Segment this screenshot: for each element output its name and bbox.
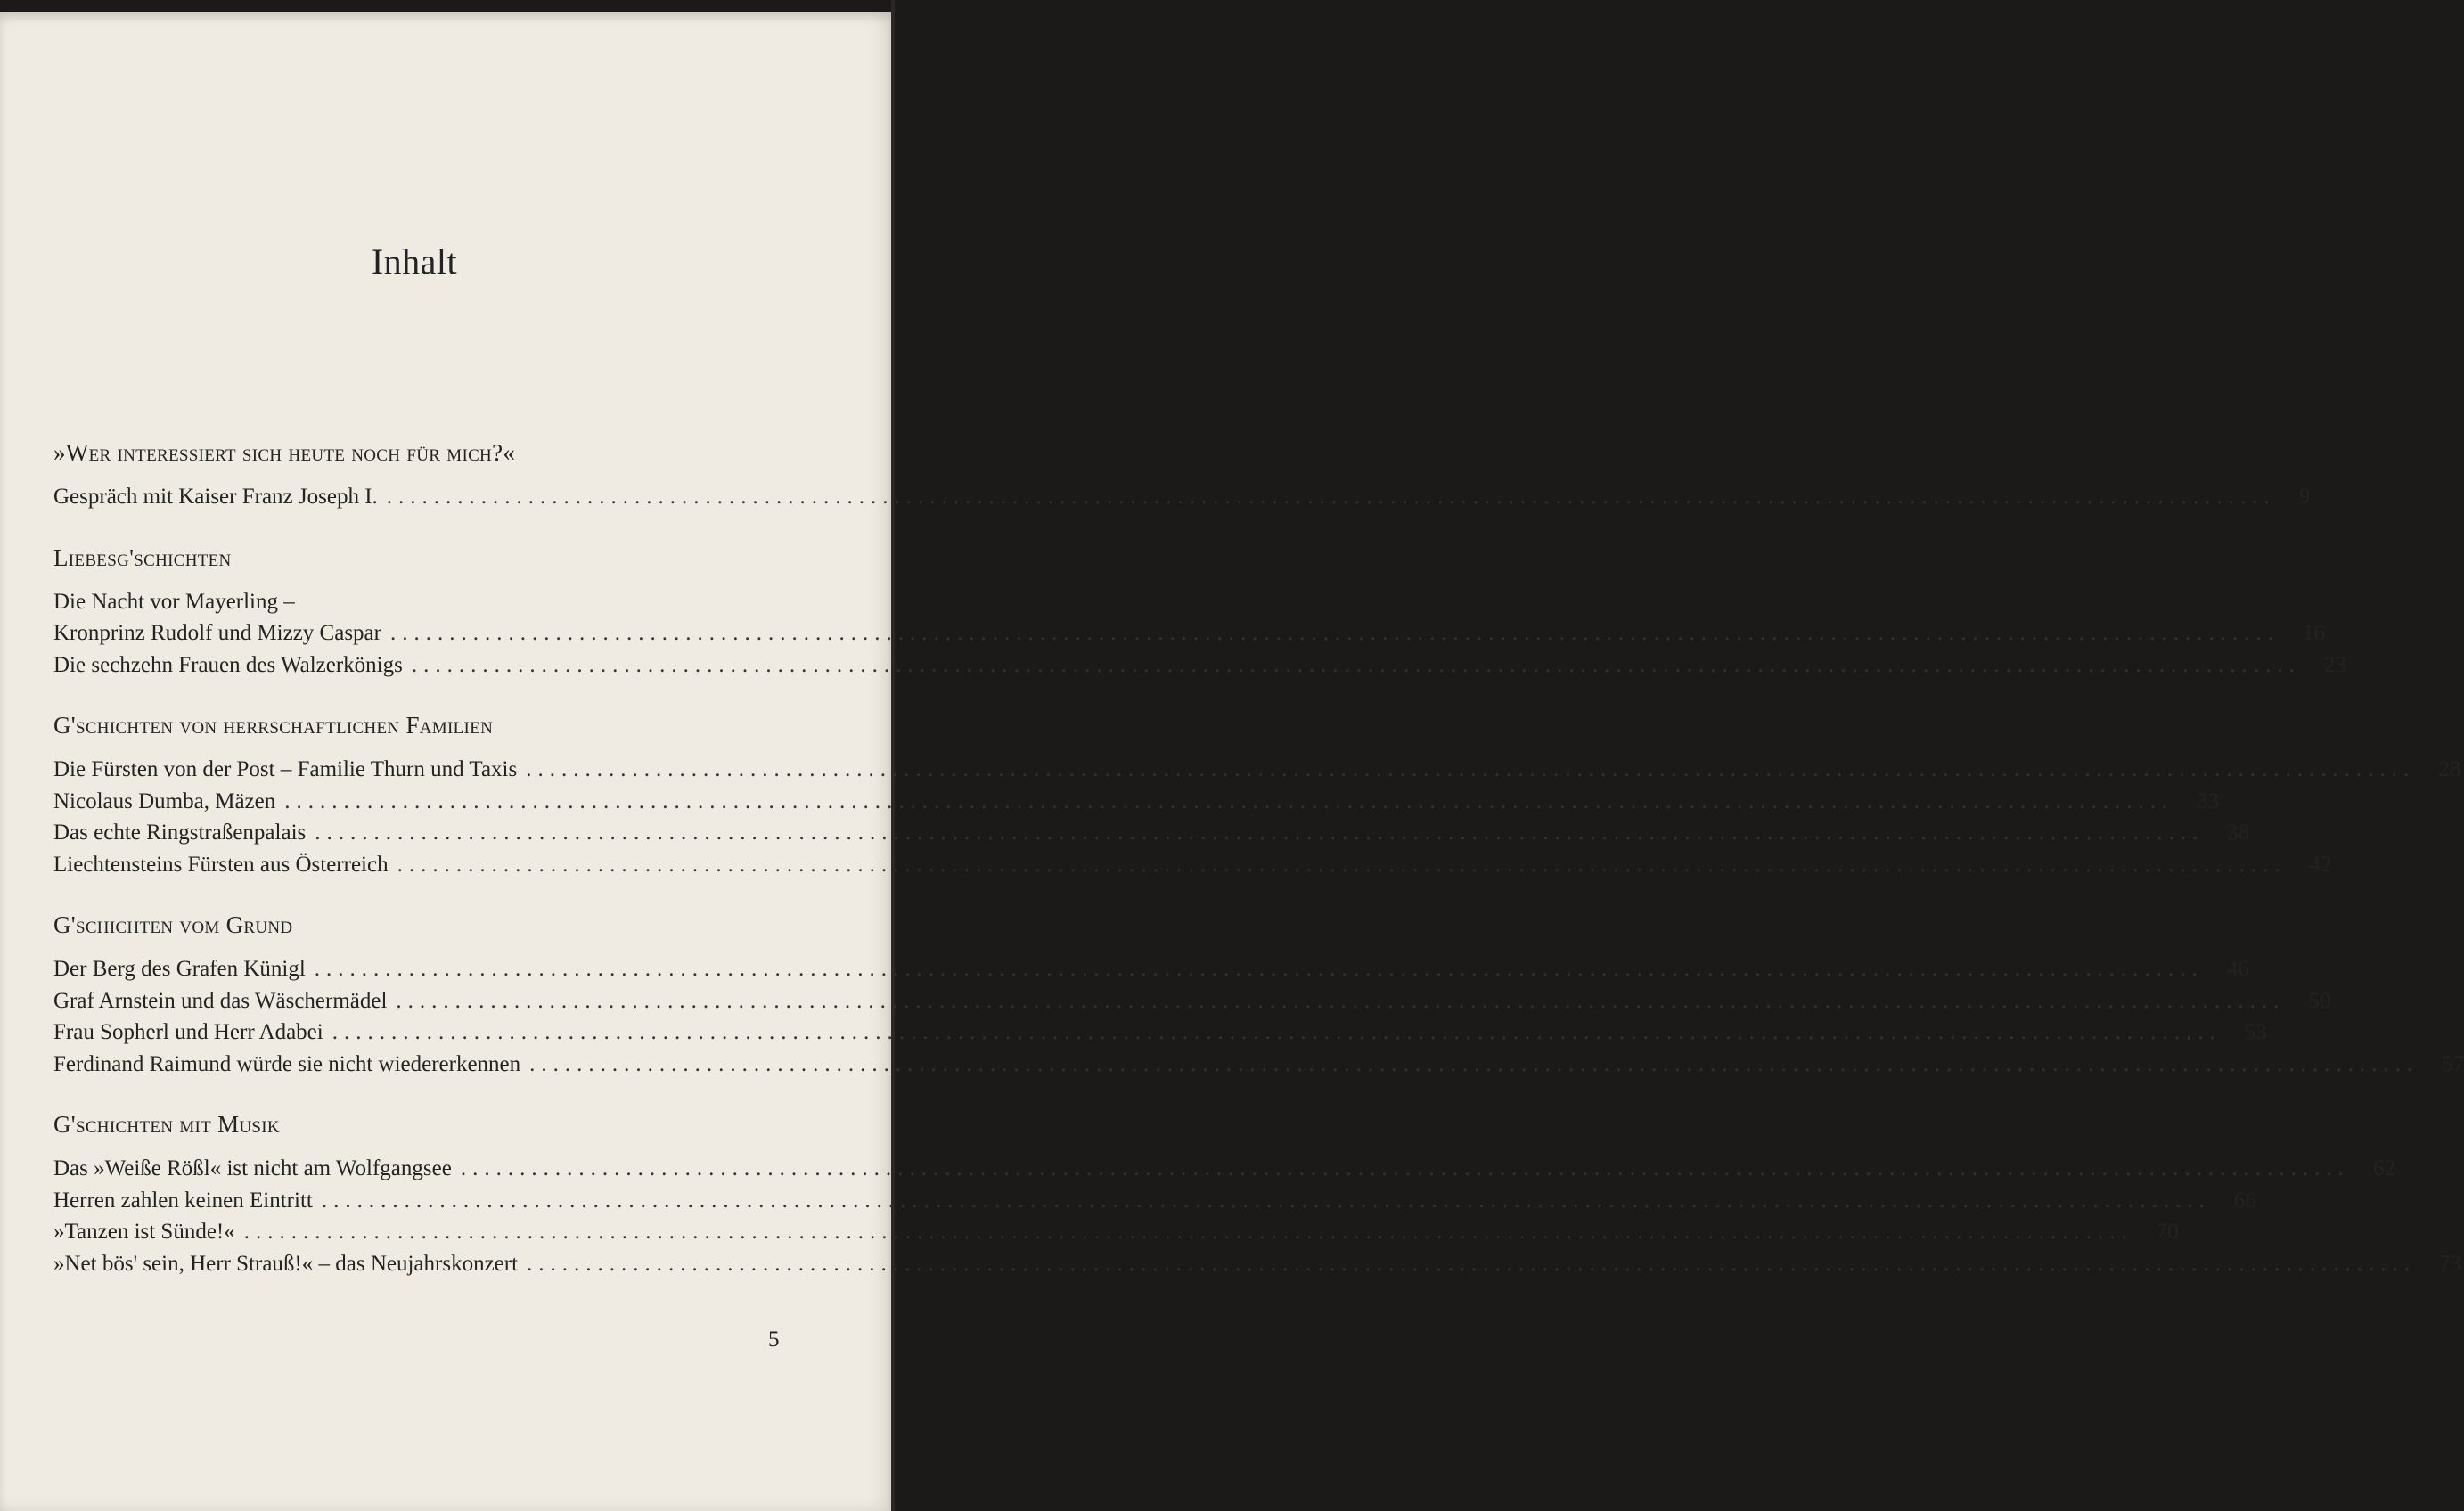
entry-title: Graf Arnstein und das Wäschermädel (53, 988, 388, 1013)
entry-title: »Net bös' sein, Herr Strauß!« – das Neujahrskonzert (53, 1251, 519, 1276)
toc-entry (53, 586, 777, 618)
section-heading: G'schichten vom Grund (53, 911, 293, 938)
entry-title: Gespräch mit Kaiser Franz Joseph I. (53, 485, 378, 509)
section-heading: G'schichten von herrschaftlichen Familien (53, 712, 494, 739)
entry-title: Herren zahlen keinen Eintritt (53, 1188, 313, 1213)
entry-page: 9 (2298, 485, 2311, 509)
entry-page: 23 (2323, 652, 2346, 677)
section-heading: Liebesg'schichten (53, 543, 232, 571)
entry-page: 28 (2438, 757, 2461, 781)
dot-leader: ................................................................................................................................................................ (396, 988, 2286, 1013)
entry-title: Die Fürsten von der Post – Familie Thurn und Taxis (53, 757, 518, 781)
toc-entry (53, 1216, 2179, 1248)
toc-entry (53, 817, 2250, 849)
toc-entry (53, 481, 2311, 513)
entry-page: 42 (2309, 852, 2332, 877)
toc-section (53, 709, 2461, 880)
toc-section (53, 437, 2311, 513)
entry-title: Kronprinz Rudolf und Mizzy Caspar (53, 621, 381, 645)
entry-title: »Tanzen ist Sünde!« (53, 1220, 235, 1244)
toc-entry (53, 849, 2332, 881)
entry-title: Der Berg des Grafen Künigl (53, 957, 306, 981)
entry-title: Frau Sopherl und Herr Adabei (53, 1020, 323, 1044)
toc-entry (53, 649, 2346, 682)
toc-section (53, 909, 2464, 1080)
entry-page: 57 (2442, 1051, 2464, 1076)
dot-leader: ................................................................................................................................................................ (389, 621, 2280, 645)
toc-section (53, 542, 2346, 682)
dot-leader: ................................................................................................................................................................ (243, 1220, 2133, 1244)
page-title: Inhalt (371, 241, 458, 282)
entry-page: 62 (2372, 1156, 2395, 1180)
entry-title: Liechtensteins Fürsten aus Österreich (53, 852, 389, 877)
entry-page: 66 (2233, 1188, 2256, 1213)
toc-section (53, 1108, 2462, 1279)
entry-title: Die Nacht vor Mayerling – (53, 589, 295, 614)
dot-leader: ................................................................................................................................................................ (315, 821, 2205, 845)
dot-leader: ................................................................................................................................................................ (526, 757, 2416, 781)
section-heading: G'schichten mit Musik (53, 1111, 280, 1138)
toc-entry (53, 985, 2331, 1017)
toc-entry (53, 1185, 2256, 1217)
table-of-contents (53, 437, 2464, 1308)
entry-page: 16 (2302, 621, 2325, 645)
toc-entry (53, 754, 2461, 786)
toc-entry (53, 953, 2249, 985)
dot-leader: ................................................................................................................................................................ (411, 652, 2301, 677)
entry-page: 70 (2156, 1220, 2179, 1244)
toc-entry (53, 1017, 2267, 1049)
entry-title: Das echte Ringstraßenpalais (53, 821, 307, 845)
dot-leader: ................................................................................................................................................................ (332, 1020, 2222, 1044)
entry-page: 53 (2244, 1020, 2267, 1044)
page-number: 5 (768, 1327, 780, 1352)
entry-page: 33 (2197, 788, 2220, 813)
toc-entry (53, 1248, 2462, 1280)
entry-title: Die sechzehn Frauen des Walzerkönigs (53, 652, 403, 677)
dot-leader: ................................................................................................................................................................ (527, 1251, 2417, 1276)
section-heading: »Wer interessiert sich heute noch für mich?« (53, 439, 516, 466)
entry-title: Nicolaus Dumba, Mäzen (53, 788, 276, 813)
entry-title: Das »Weiße Rößl« ist nicht am Wolfgangsee (53, 1156, 452, 1180)
dot-leader: ................................................................................................................................................................ (529, 1051, 2419, 1076)
entry-title: Ferdinand Raimund würde sie nicht wiedererkennen (53, 1051, 521, 1076)
dot-leader: ................................................................................................................................................................ (321, 1188, 2211, 1213)
dot-leader: ................................................................................................................................................................ (460, 1156, 2350, 1180)
dot-leader: ................................................................................................................................................................ (386, 485, 2276, 509)
entry-page: 50 (2308, 988, 2331, 1013)
dot-leader: ................................................................................................................................................................ (314, 957, 2204, 981)
entry-page: 46 (2226, 957, 2249, 981)
toc-entry (53, 786, 2220, 818)
dot-leader: ................................................................................................................................................................ (284, 788, 2174, 813)
entry-page: 38 (2227, 821, 2250, 845)
toc-entry (53, 1153, 2395, 1185)
dot-leader: ................................................................................................................................................................ (397, 852, 2287, 877)
toc-entry (53, 1049, 2464, 1081)
entry-page: 73 (2439, 1251, 2462, 1276)
toc-entry (53, 617, 2325, 649)
